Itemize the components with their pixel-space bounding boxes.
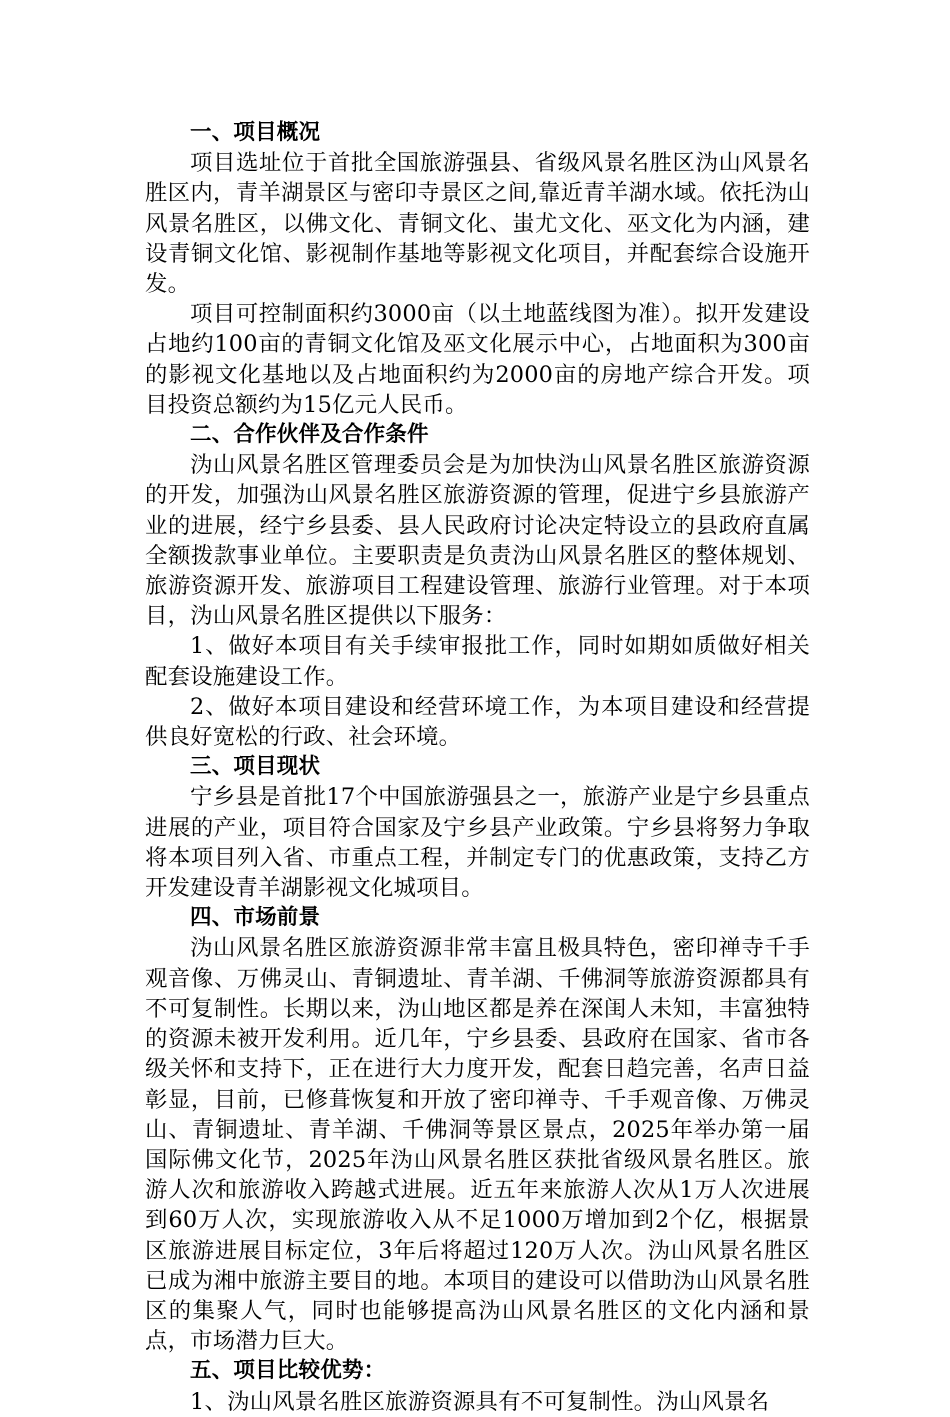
section-overview xyxy=(145,118,810,420)
section-partners xyxy=(145,420,810,752)
paragraph: 2、做好本项目建设和经营环境工作，为本项目建设和经营提供良好宽松的行政、社会环境。 xyxy=(145,693,810,751)
paragraph: 沩山风景名胜区管理委员会是为加快沩山风景名胜区旅游资源的开发，加强沩山风景名胜区旅游资源的管理，促进宁乡县旅游产业的进展，经宁乡县委、县人民政府讨论决定特设立的县政府直属全额拨款事业单位。主要职责是负责沩山风景名胜区的整体规划、旅游资源开发、旅游项目工程建设管理、旅游行业管理。对于本项目，沩山风景名胜区提供以下服务： xyxy=(145,452,810,630)
paragraph: 项目选址位于首批全国旅游强县、省级风景名胜区沩山风景名胜区内，青羊湖景区与密印寺景区之间,靠近青羊湖水域。依托沩山风景名胜区，以佛文化、青铜文化、蚩尤文化、巫文化为内涵，建设青铜文化馆、影视制作基地等影视文化项目，并配套综合设施开发。 xyxy=(145,150,810,298)
paragraph: 1、沩山风景名胜区旅游资源具有不可复制性。沩山风景名 xyxy=(190,1388,770,1415)
document-page xyxy=(145,118,810,1417)
paragraph: 项目可控制面积约3000亩（以土地蓝线图为准）。拟开发建设占地约100亩的青铜文化馆及巫文化展示中心，占地面积为300亩的影视文化基地以及占地面积约为2000亩的房地产综合开发。项目投资总额约为15亿元人民币。 xyxy=(145,301,810,418)
paragraph: 沩山风景名胜区旅游资源非常丰富且极具特色，密印禅寺千手观音像、万佛灵山、青铜遗址、青羊湖、千佛洞等旅游资源都具有不可复制性。长期以来，沩山地区都是养在深闺人未知，丰富独特的资源未被开发利用。近几年，宁乡县委、县政府在国家、省市各级关怀和支持下，正在进行大力度开发，配套日趋完善，名声日益彰显，目前，已修葺恢复和开放了密印禅寺、千手观音像、万佛灵山、青铜遗址、青羊湖、千佛洞等景区景点，2025年举办第一届国际佛文化节，2025年沩山风景名胜区获批省级风景名胜区。旅游人次和旅游收入跨越式进展。近五年来旅游人次从1万人次进展到60万人次，实现旅游收入从不足1000万增加到2个亿，根据景区旅游进展目标定位，3年后将超过120万人次。沩山风景名胜区已成为湘中旅游主要目的地。本项目的建设可以借助沩山风景名胜区的集聚人气，同时也能够提高沩山风景名胜区的文化内涵和景点，市场潜力巨大。 xyxy=(145,935,810,1355)
section-heading: 三、项目现状 xyxy=(190,754,321,780)
section-market xyxy=(145,903,810,1356)
paragraph: 宁乡县是首批17个中国旅游强县之一，旅游产业是宁乡县重点进展的产业，项目符合国家及宁乡县产业政策。宁乡县将努力争取将本项目列入省、市重点工程，并制定专门的优惠政策，支持乙方开发建设青羊湖影视文化城项目。 xyxy=(145,784,810,902)
section-heading: 二、合作伙伴及合作条件 xyxy=(190,422,429,448)
section-heading: 一、项目概况 xyxy=(190,120,321,145)
section-status xyxy=(145,752,810,903)
section-heading: 五、项目比较优势： xyxy=(190,1358,386,1384)
section-advantages xyxy=(145,1356,810,1416)
section-heading: 四、市场前景 xyxy=(190,905,321,931)
paragraph: 1、做好本项目有关手续审报批工作，同时如期如质做好相关配套设施建设工作。 xyxy=(145,633,810,690)
